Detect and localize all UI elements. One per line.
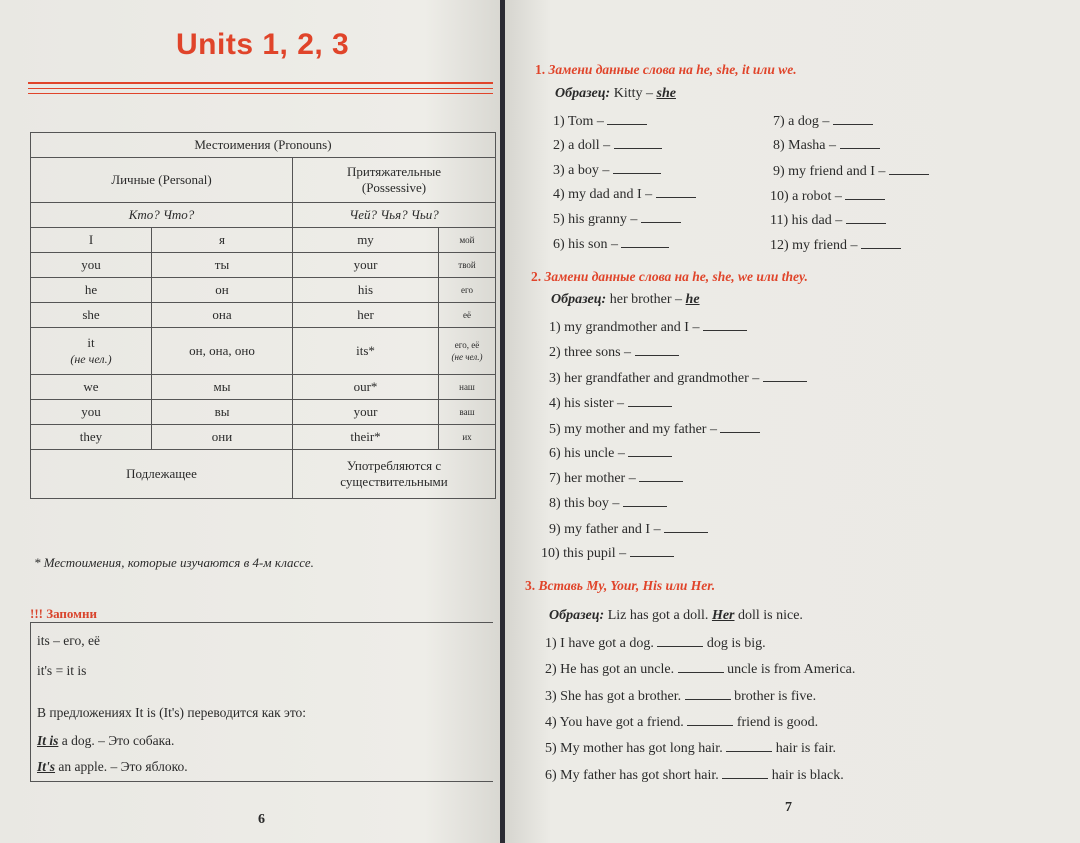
table-row [31,278,496,303]
exercise-number: 2. [531,269,542,284]
remember-line: В предложениях It is (It's) переводится как это: [37,705,307,720]
item-text: friend is good. [736,715,819,730]
answer-blank[interactable] [613,161,661,174]
table-row [31,400,496,425]
item-text: 10) this pupil – [541,546,627,561]
pronoun-ru: они [152,425,293,450]
remember-example-keyword: It's [37,759,56,774]
exercise-item [553,210,681,228]
exercise-item [549,444,672,462]
possessive-header: Притяжательные (Possessive) [293,158,496,203]
exercise-item [545,713,818,731]
exercise-2-title [531,269,808,285]
exercise-1-sample [555,86,676,102]
item-text: 3) her grandfather and grandmother – [549,371,760,386]
item-text: 4) You have got a friend. [545,715,684,730]
item-text: 5) My mother has got long hair. [545,741,723,756]
item-text: 1) Tom – [553,114,604,129]
answer-blank[interactable] [623,494,667,507]
pronoun-en: we [31,375,152,400]
item-text: 7) a dog – [773,114,830,129]
chey-header: Чей? Чья? Чьи? [293,203,496,228]
sample-text: doll is nice. [738,608,803,623]
answer-blank[interactable] [685,687,731,700]
possessive-ru: ваш [439,400,496,425]
exercise-instruction: Вставь My, Your, His или Her. [538,578,716,593]
remember-example-keyword: It is [37,733,59,748]
exercise-item [545,660,855,678]
item-text: 5) my mother and my father – [549,422,717,437]
item-text: 9) my friend and I – [773,164,886,179]
pronoun-ru: ты [152,253,293,278]
exercise-item [545,766,844,784]
item-text: 4) my dad and I – [553,187,653,202]
title-rule [28,93,493,94]
exercise-item [773,136,880,154]
item-text: 6) his uncle – [549,446,625,461]
pronoun-ru: она [152,303,293,328]
possessive-en: your [293,253,439,278]
remember-box [30,622,493,782]
remember-example-text: a dog. – Это собака. [58,733,175,748]
item-text: 2) He has got an uncle. [545,662,675,677]
item-text: 4) his sister – [549,396,625,411]
exercise-item [549,494,667,512]
item-text: 5) his granny – [553,212,638,227]
personal-header: Личные (Personal) [31,158,293,203]
used-label: Употребляются с существительными [293,450,496,499]
possessive-ru: её [439,303,496,328]
answer-blank[interactable] [726,739,772,752]
title-rule [28,82,493,84]
table-row [31,303,496,328]
pronoun-en: she [31,303,152,328]
left-page [0,0,500,843]
exercise-item [553,112,647,130]
item-text: 2) three sons – [549,345,632,360]
page-number: 6 [258,812,265,827]
exercise-item [549,469,683,487]
item-text: 3) a boy – [553,163,610,178]
sample-answer: she [656,86,676,101]
item-text: hair is fair. [775,741,836,756]
item-text: brother is five. [734,689,817,704]
exercise-item [553,161,661,179]
exercise-item [773,162,929,180]
answer-blank[interactable] [687,713,733,726]
answer-blank[interactable] [840,136,880,149]
exercise-instruction: Замени данные слова на he, she, we или they. [544,269,808,284]
item-text: 6) his son – [553,237,618,252]
answer-blank[interactable] [720,420,760,433]
answer-blank[interactable] [607,112,647,125]
exercise-item [549,394,672,412]
remember-label: !!! Запомни [30,606,98,621]
pronoun-en: they [31,425,152,450]
answer-blank[interactable] [614,136,662,149]
answer-blank[interactable] [703,318,747,331]
exercise-2-sample [551,292,700,308]
item-text: 9) my father and I – [549,522,661,537]
pronoun-ru: он [152,278,293,303]
possessive-en: my [293,228,439,253]
exercise-item [549,318,747,336]
exercise-3-sample [549,608,803,624]
exercise-item [545,687,816,705]
possessive-ru: твой [439,253,496,278]
sample-label: Образец: [551,292,607,307]
possessive-ru-cell [439,328,496,375]
item-text: 7) her mother – [549,471,636,486]
possessive-en: its* [293,328,439,375]
exercise-item [553,185,696,203]
sample-text: Kitty – [613,86,654,101]
table-header: Местоимения (Pronouns) [31,133,496,158]
answer-blank[interactable] [763,369,807,382]
answer-blank[interactable] [635,343,679,356]
exercise-item [773,112,873,130]
answer-blank[interactable] [628,394,672,407]
answer-blank[interactable] [664,520,708,533]
exercise-item [770,211,886,229]
remember-example-text: an apple. – Это яблоко. [55,759,188,774]
answer-blank[interactable] [639,469,683,482]
pronoun-en: he [31,278,152,303]
pronoun-ru: он, она, оно [152,328,293,375]
subject-label: Подлежащее [31,450,293,499]
possessive-en: their* [293,425,439,450]
item-text: 8) Masha – [773,138,836,153]
item-text: 1) I have got a dog. [545,636,654,651]
sample-label: Образец: [555,86,611,101]
pronouns-table [30,132,496,499]
exercise-item [770,236,901,254]
pronoun-en: you [31,253,152,278]
exercise-item [553,136,662,154]
answer-blank[interactable] [861,236,901,249]
possessive-ru: его, её [454,340,480,350]
remember-line: its – его, её [37,633,100,648]
item-text: 1) my grandmother and I – [549,320,700,335]
item-text: hair is black. [771,768,844,783]
answer-blank[interactable] [628,444,672,457]
answer-blank[interactable] [889,162,929,175]
units-title: Units 1, 2, 3 [176,28,350,61]
remember-example [37,759,188,775]
kto-header: Кто? Что? [31,203,293,228]
pronoun-ru: я [152,228,293,253]
possessive-en: his [293,278,439,303]
item-text: uncle is from America. [727,662,856,677]
exercise-item [541,544,674,562]
pronoun-en-cell [31,328,152,375]
possessive-en: her [293,303,439,328]
possessive-ru: мой [439,228,496,253]
item-text: 10) a robot – [770,189,842,204]
exercise-item [545,634,766,652]
exercise-item [545,739,836,757]
answer-blank[interactable] [630,544,674,557]
exercise-item [549,520,708,538]
exercise-1-title [535,62,797,78]
pronoun-en: it [87,335,95,350]
exercise-item [553,235,669,253]
footnote: * Местоимения, которые изучаются в 4-м классе. [34,555,314,570]
possessive-en: your [293,400,439,425]
pronoun-en: you [31,400,152,425]
pronoun-ru: вы [152,400,293,425]
answer-blank[interactable] [641,210,681,223]
possessive-ru: наш [439,375,496,400]
exercise-3-title [525,578,715,594]
answer-blank[interactable] [833,112,873,125]
item-text: 6) My father has got short hair. [545,768,719,783]
item-text: 2) a doll – [553,138,611,153]
sample-label: Образец: [549,608,605,623]
possessive-ru: его [439,278,496,303]
exercise-number: 1. [535,62,546,77]
answer-blank[interactable] [678,660,724,673]
table-row [31,425,496,450]
table-row [31,253,496,278]
sample-answer: Her [711,608,735,623]
item-text: dog is big. [706,636,766,651]
item-text: 11) his dad – [770,213,843,228]
item-text: 12) my friend – [770,238,858,253]
item-text: 8) this boy – [549,496,620,511]
answer-blank[interactable] [657,634,703,647]
answer-blank[interactable] [846,211,886,224]
exercise-item [549,420,760,438]
possessive-ru: их [439,425,496,450]
exercise-number: 3. [525,578,536,593]
sample-text: Liz has got a doll. [607,608,709,623]
remember-line: it's = it is [37,663,87,678]
table-row [31,328,496,375]
possessive-en: our* [293,375,439,400]
title-rule [28,88,493,89]
table-row [31,228,496,253]
pronoun-en: I [31,228,152,253]
remember-example [37,733,174,749]
answer-blank[interactable] [656,185,696,198]
sample-text: her brother – [609,292,683,307]
exercise-instruction: Замени данные слова на he, she, it или we. [548,62,797,77]
answer-blank[interactable] [845,187,885,200]
possessive-ru-note: (не чел.) [451,352,483,362]
exercise-item [770,187,885,205]
exercise-item [549,369,807,387]
exercise-item [549,343,679,361]
answer-blank[interactable] [722,766,768,779]
pronoun-ru: мы [152,375,293,400]
item-text: 3) She has got a brother. [545,689,682,704]
sample-answer: he [685,292,700,307]
page-number: 7 [785,800,792,815]
answer-blank[interactable] [621,235,669,248]
pronoun-en-note: (не чел.) [70,352,112,366]
table-row [31,375,496,400]
right-page [505,0,1080,843]
